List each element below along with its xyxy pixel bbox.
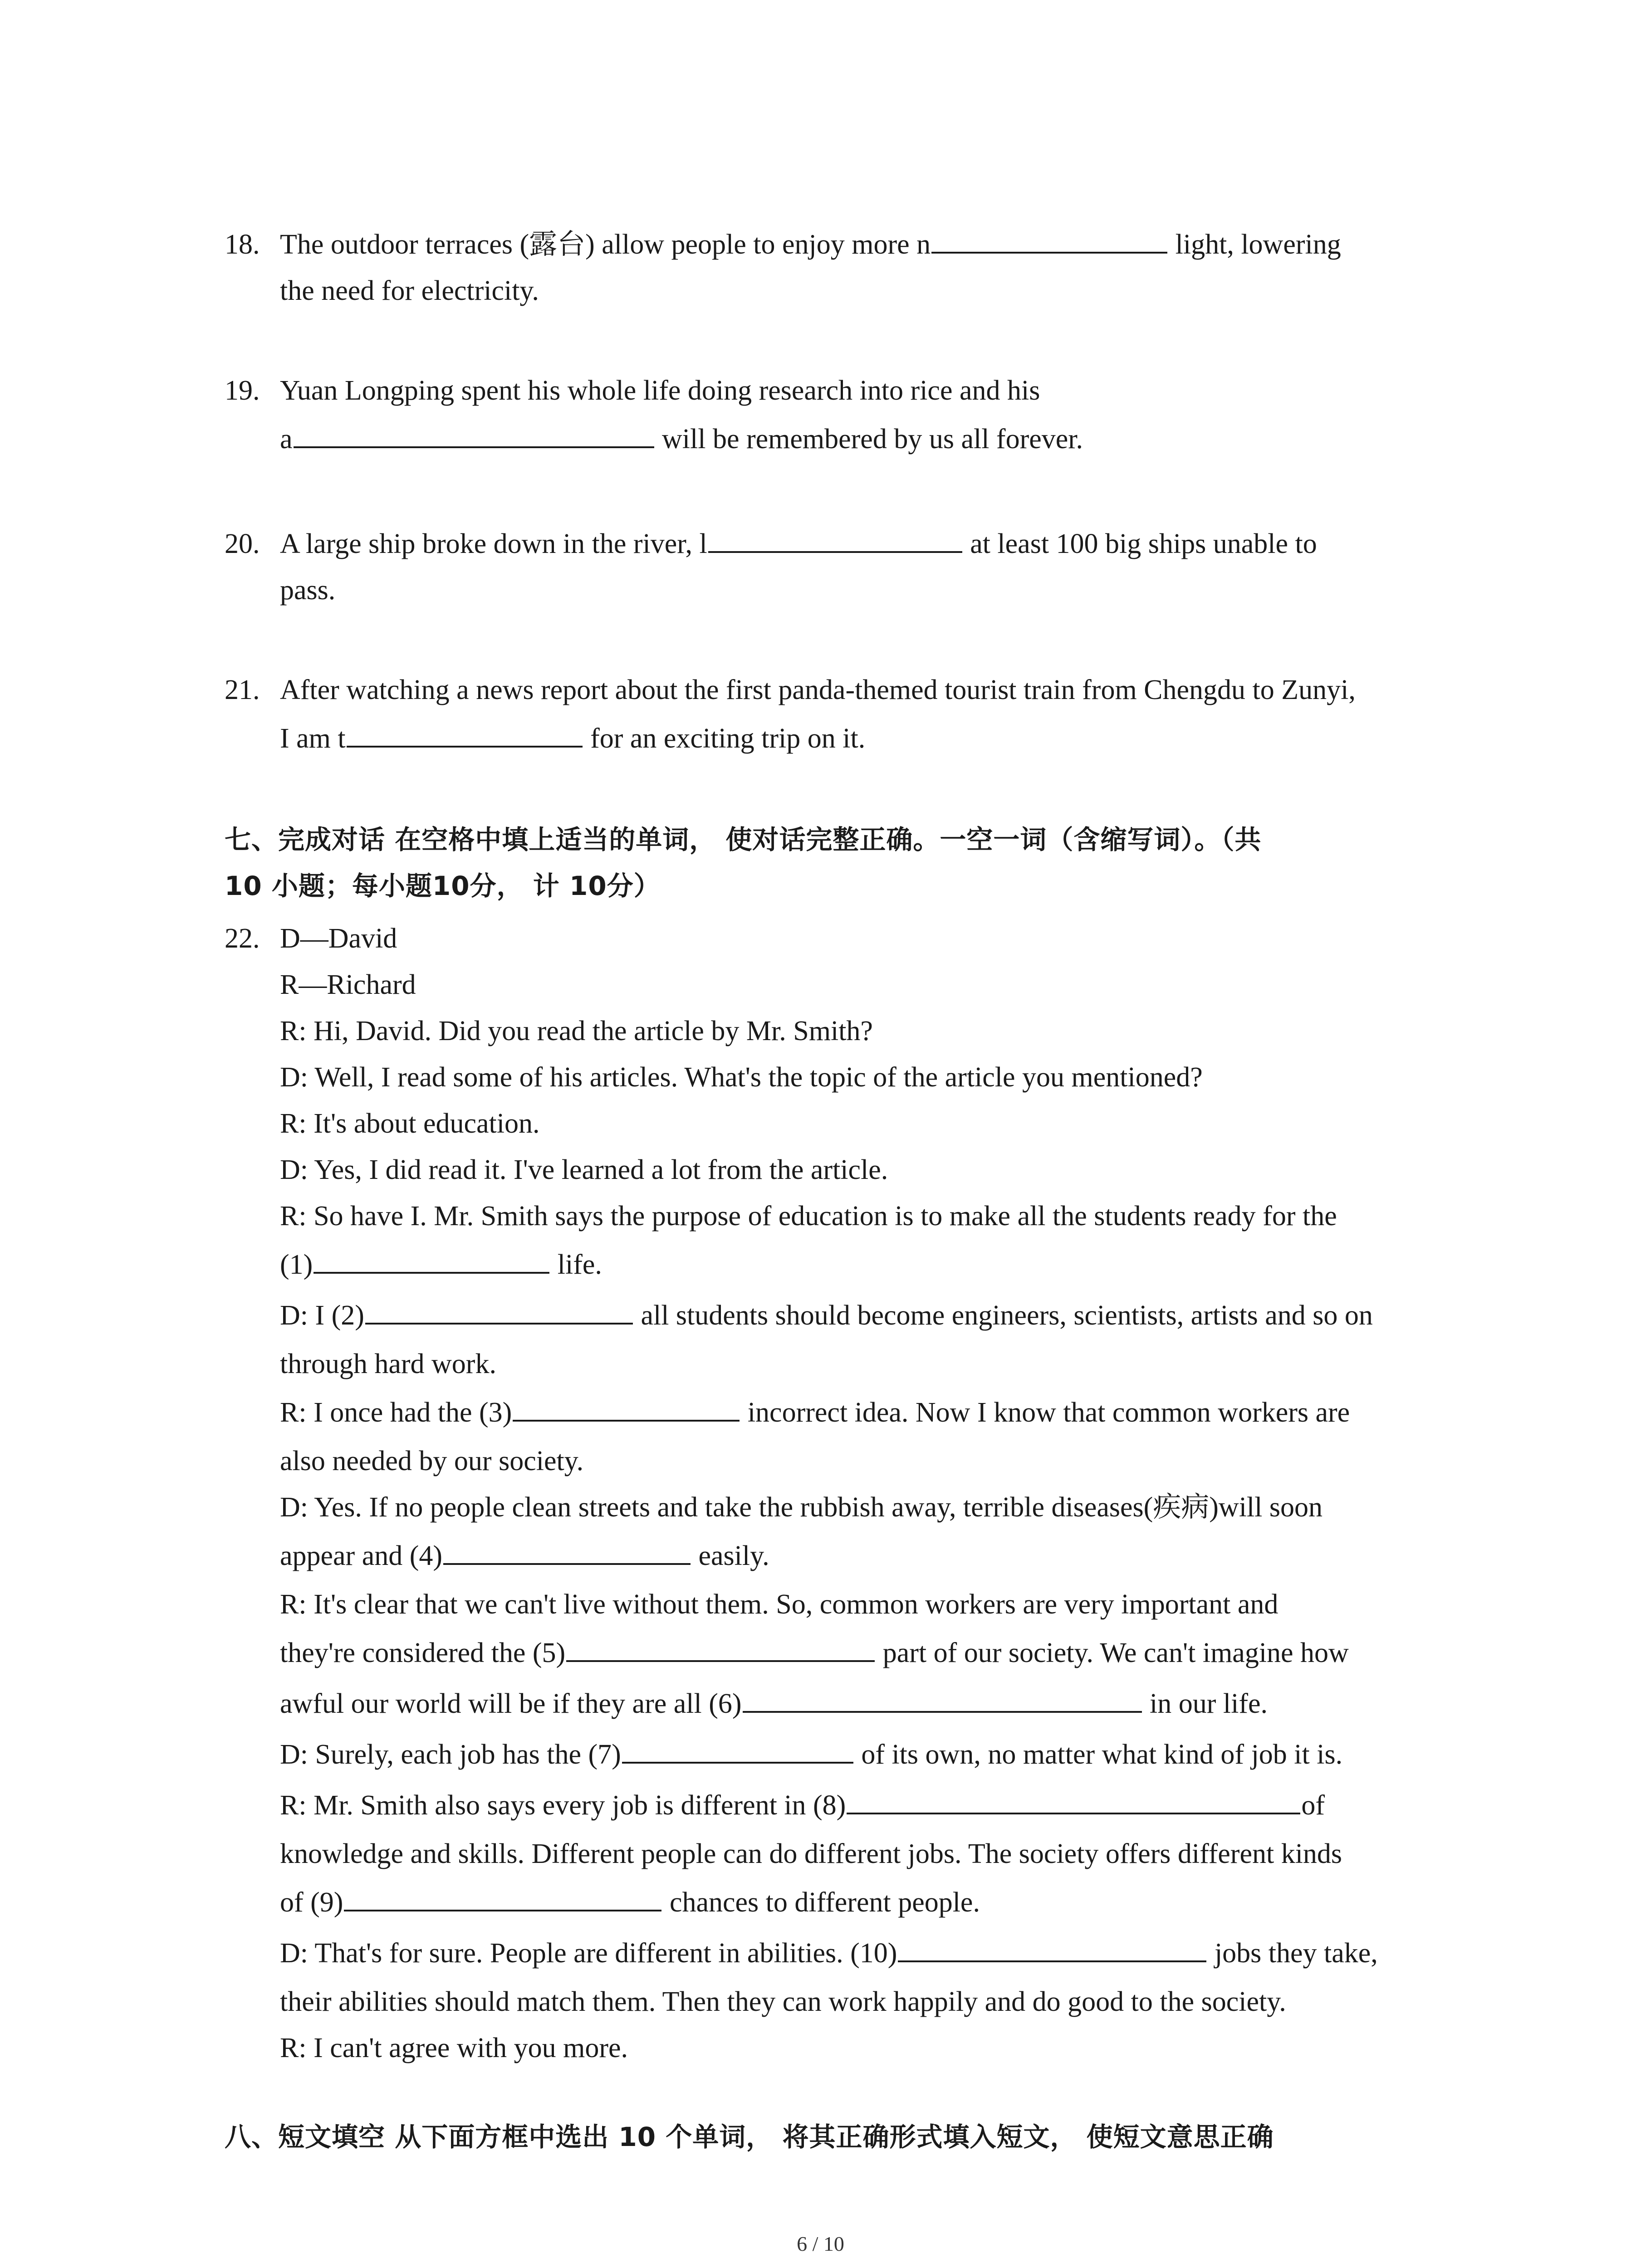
dialogue-line: also needed by our society. [280,1446,584,1476]
question-20 [225,521,1459,613]
question-number: 18. [225,229,260,260]
answer-blank[interactable] [931,225,1167,254]
question-text: I am t [280,723,346,754]
question-text: the need for electricity. [280,275,539,306]
dialogue-line: R: So have I. Mr. Smith says the purpose of education is to make all the students ready for the [280,1201,1337,1232]
answer-blank-3[interactable] [513,1393,740,1422]
answer-blank-10[interactable] [898,1934,1206,1962]
question-text: Yuan Longping spent his whole life doing research into rice and his [280,375,1040,406]
dialogue-line: D: Yes. If no people clean streets and take the rubbish away, terrible diseases(疾病)will soon [280,1492,1323,1523]
question-22 [225,915,1459,2071]
dialogue: D—David R—Richard R: Hi, David. Did you read the article by Mr. Smith? D: Well, I read some of his articles. What's the topic of the article you mentioned? R: It's about education. D: Yes, I did read it. I've learned a lot from the article. R: So have I. Mr. Smith says the purpose of education is to make all the students ready for the (1) life. D: I (2) all students should become engineers, scientists, artists and so on through hard work. R: I once had the (3) incorrect idea. Now I know that common workers are also needed by our society. D: Yes. If no people clean streets and take the rubbish away, terrible diseases(疾病)will soon appear and (4) easily. R: It's clear that we can't live without them. So, common workers are very important and they're considered the (5) part of our society. We can't imagine how awful our world will be if they are all (6) in our life. D: Surely, each job has the (7) of its own, no matter what kind of job it is. R: Mr. Smith also says every job is different in (8) of knowledge and skills. Different people can do different jobs. The society offers different kinds of (9) chances to different people. D: That's for sure. People are different in abilities. (10) jobs they take, their abilities should match them. Then they can work happily and do good to the society. R: I can't agree with you more. [280,915,1459,2071]
dialogue-line: D—David [280,923,397,954]
question-text: pass. [280,575,336,606]
answer-blank-5[interactable] [566,1634,875,1662]
dialogue-line: R: It's about education. [280,1108,540,1139]
answer-blank[interactable] [294,420,654,448]
answer-blank-7[interactable] [622,1735,853,1764]
question-text: for an exciting trip on it. [583,723,866,754]
dialogue-line: R—Richard [280,969,416,1000]
dialogue-line: through hard work. [280,1349,496,1379]
answer-blank-4[interactable] [443,1537,691,1565]
question-text: at least 100 big ships unable to [963,528,1317,559]
section-8-heading: 八、短文填空 从下面方框中选出 10 个单词， 将其正确形式填入短文， 使短文意思正确 [225,2121,1274,2152]
answer-blank-2[interactable] [365,1296,633,1325]
dialogue-line: D: Well, I read some of his articles. What's the topic of the article you mentioned? [280,1062,1203,1093]
question-number: 19. [225,375,260,406]
question-text: The outdoor terraces (露台) allow people to enjoy more n [280,229,931,260]
answer-blank[interactable] [347,719,583,748]
question-text: light, lowering [1168,229,1341,260]
question-number: 22. [225,923,260,954]
answer-blank-8[interactable] [847,1786,1300,1814]
question-21 [225,667,1459,764]
answer-blank-9[interactable] [344,1883,661,1911]
question-text: After watching a news report about the first panda-themed tourist train from Chengdu to Zunyi, [280,675,1356,705]
question-text: A large ship broke down in the river, l [280,528,707,559]
dialogue-line: D: Yes, I did read it. I've learned a lot from the article. [280,1154,888,1185]
dialogue-line: R: Hi, David. Did you read the article by Mr. Smith? [280,1016,873,1046]
question-18 [225,221,1459,314]
answer-blank-1[interactable] [314,1246,549,1274]
question-number: 21. [225,675,260,705]
dialogue-line: knowledge and skills. Different people can do different jobs. The society offers different kinds [280,1838,1342,1869]
answer-blank[interactable] [708,525,962,553]
page-number: 6 / 10 [797,2232,844,2255]
question-number: 20. [225,528,260,559]
answer-blank-6[interactable] [743,1685,1142,1713]
question-text: a [280,424,293,455]
dialogue-line: R: It's clear that we can't live without them. So, common workers are very important and [280,1589,1279,1620]
question-19 [225,367,1459,464]
section-7-heading: 七、完成对话 在空格中填上适当的单词， 使对话完整正确。一空一词（含缩写词）。（共 10 小题；每小题10分， 计 10分） [225,824,1262,901]
question-text: will be remembered by us all forever. [655,424,1083,455]
dialogue-line: R: I can't agree with you more. [280,2033,628,2063]
dialogue-line: their abilities should match them. Then they can work happily and do good to the society. [280,1986,1286,2017]
